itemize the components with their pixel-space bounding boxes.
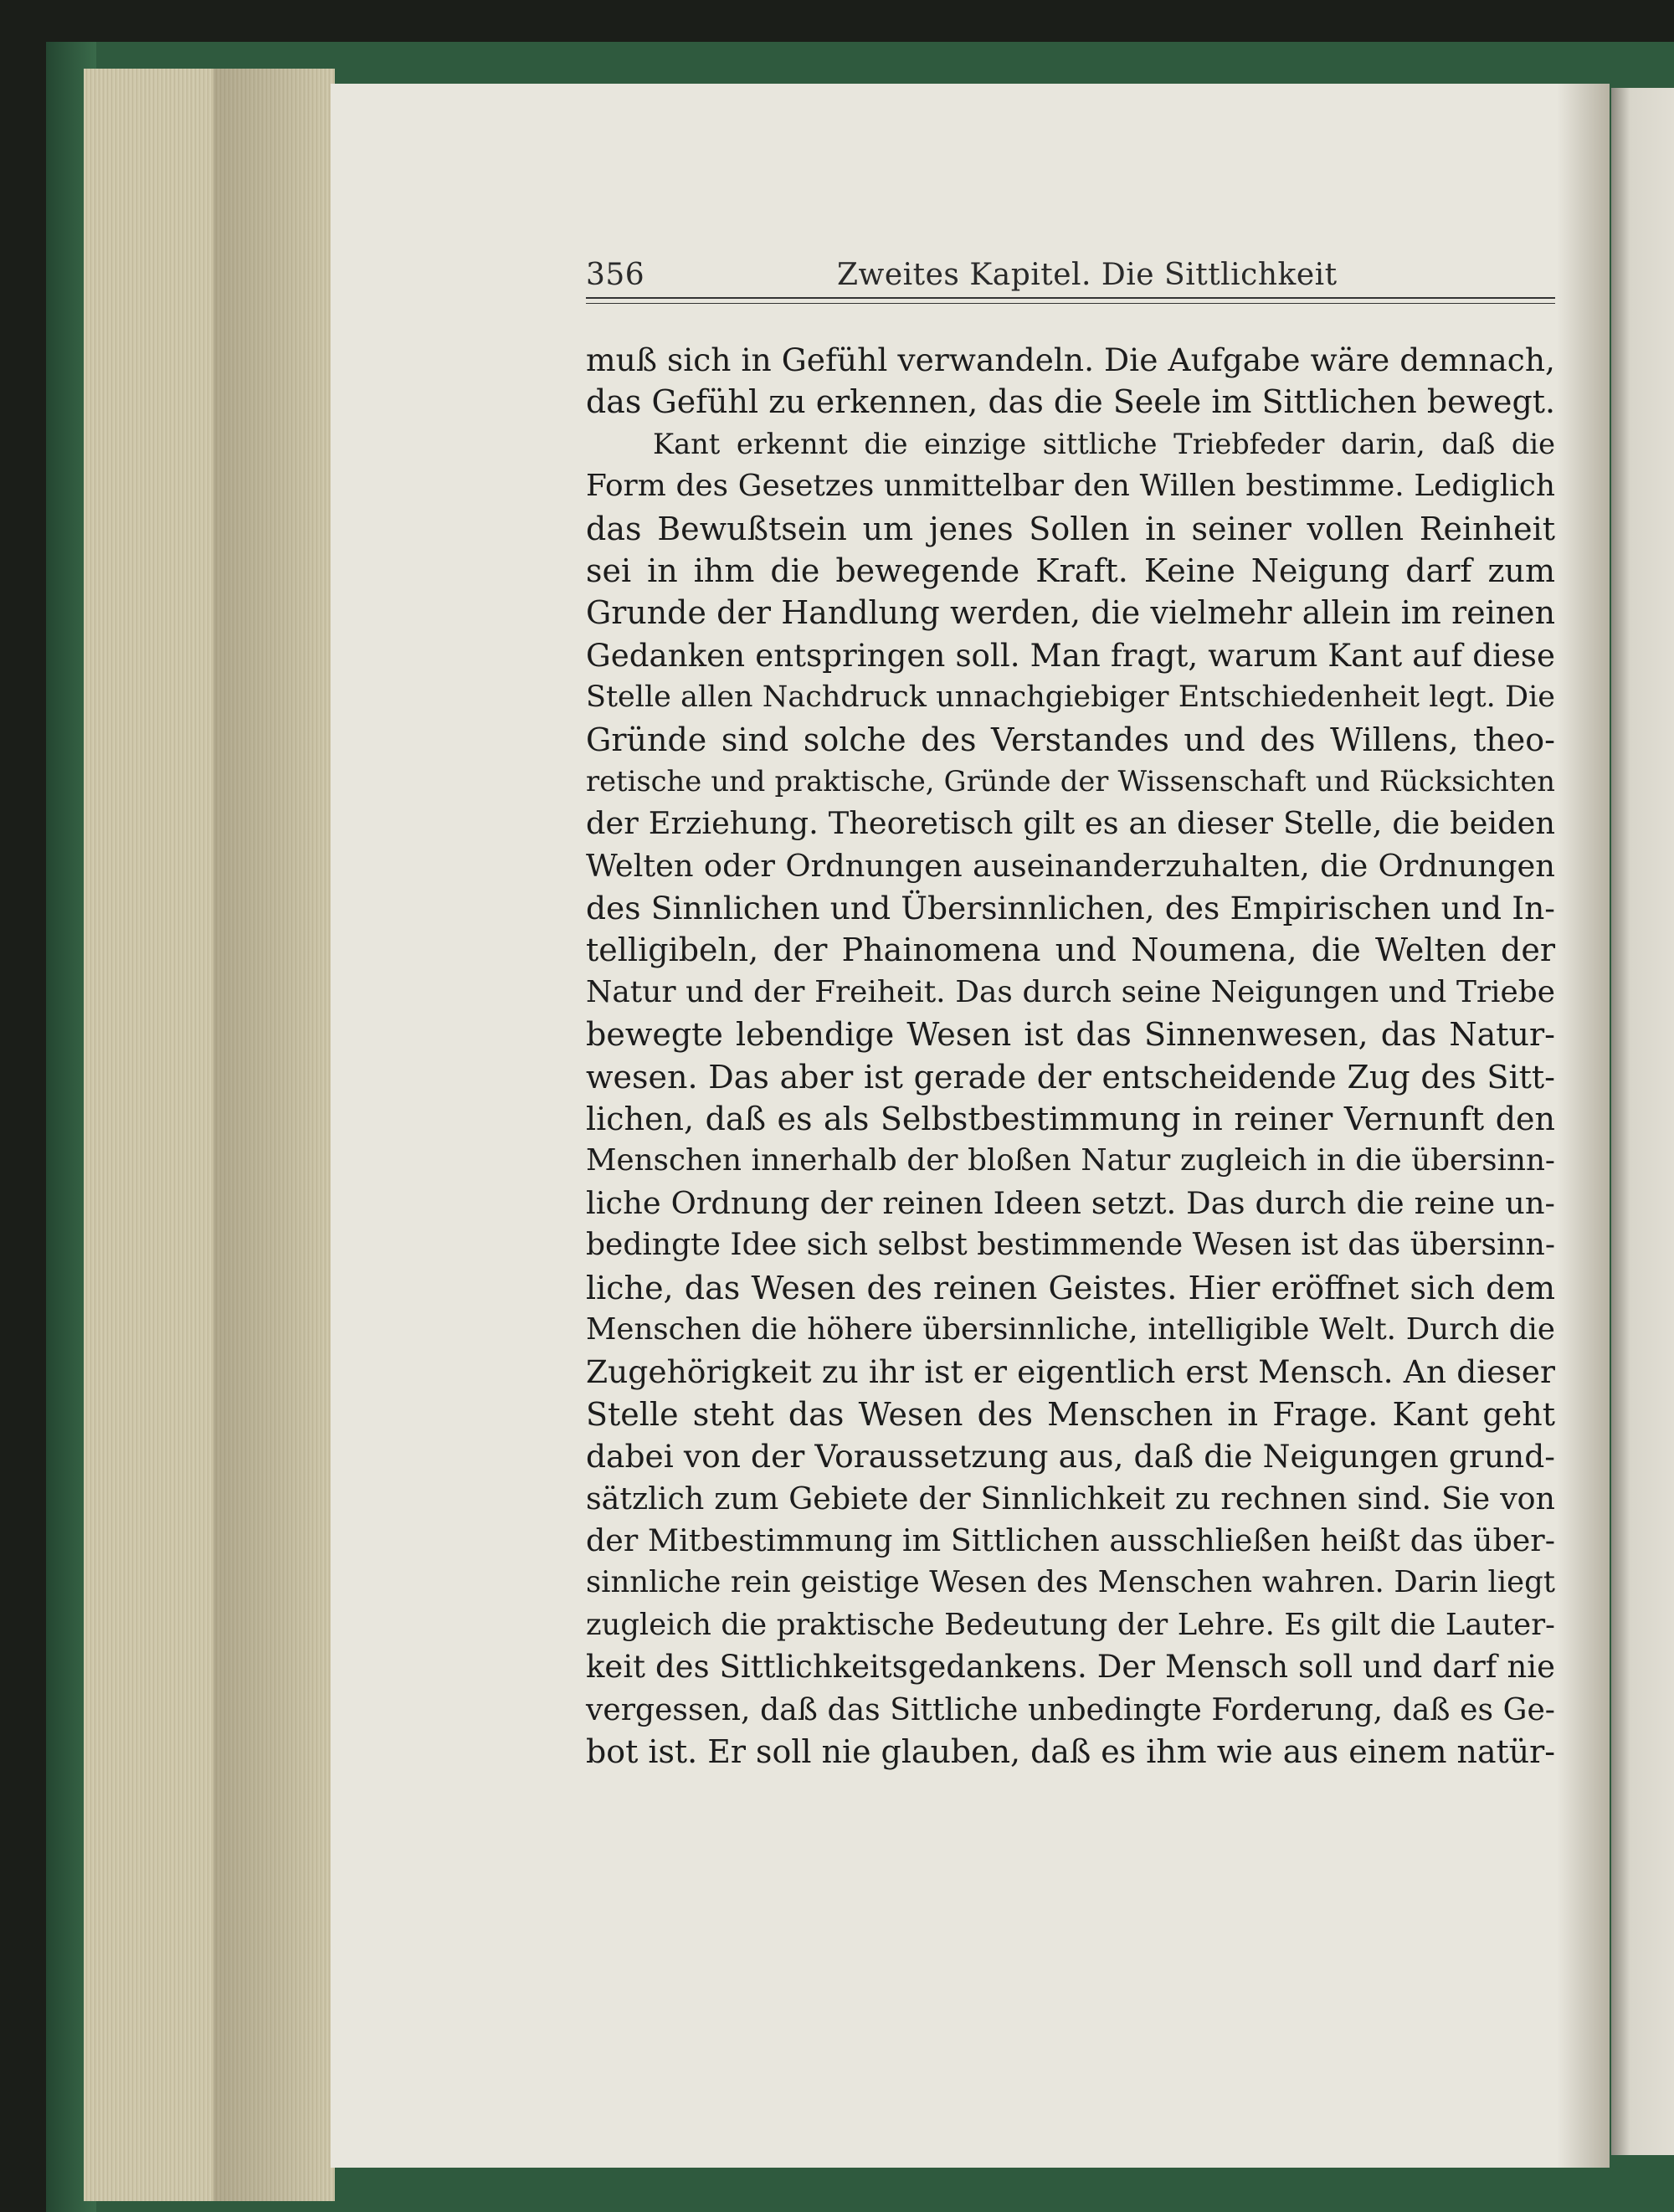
- running-head: Zweites Kapitel. Die Sittlichkeit: [837, 258, 1338, 292]
- page-stack-shadow: [213, 69, 335, 2201]
- text-line: das Gefühl zu erkennen, das die Seele im Sittlichen bewegt.: [586, 383, 1555, 421]
- body-text: [586, 339, 1555, 1773]
- text-line: muß sich in Gefühl verwandeln. Die Aufgabe wäre demnach,: [586, 341, 1555, 378]
- text-line: vergessen, daß das Sittliche unbedingte Forderung, daß es Ge-: [586, 1691, 1555, 1727]
- text-line: des Sinnlichen und Übersinnlichen, des Empirischen und In-: [586, 890, 1555, 927]
- text-line: wesen. Das aber ist gerade der entscheidende Zug des Sitt-: [586, 1058, 1555, 1096]
- text-line: lichen, daß es als Selbstbestimmung in reiner Vernunft den: [586, 1101, 1555, 1138]
- text-line: Stelle steht das Wesen des Menschen in Frage. Kant geht: [586, 1395, 1555, 1433]
- page-header: [586, 258, 1555, 300]
- text-line: bot ist. Er soll nie glauben, daß es ihm wie aus einem natür-: [586, 1732, 1556, 1770]
- facing-page-edge: [1611, 88, 1674, 2155]
- page-number: 356: [586, 258, 645, 292]
- text-line: Menschen innerhalb der bloßen Natur zugleich in die übersinn-: [586, 1143, 1555, 1178]
- text-line: Zugehörigkeit zu ihr ist er eigentlich erst Mensch. An dieser: [586, 1353, 1555, 1391]
- text-line: Gedanken entspringen soll. Man fragt, warum Kant auf diese: [586, 636, 1555, 674]
- text-line: Natur und der Freiheit. Das durch seine Neigungen und Triebe: [586, 974, 1555, 1009]
- text-line: das Bewußtsein um jenes Sollen in seiner vollen Reinheit: [586, 510, 1555, 547]
- text-line: der Erziehung. Theoretisch gilt es an dieser Stelle, die beiden: [586, 805, 1555, 842]
- text-line: retische und praktische, Gründe der Wissenschaft und Rücksichten: [586, 764, 1555, 798]
- text-line: dabei von der Voraussetzung aus, daß die Neigungen grund-: [586, 1438, 1555, 1476]
- text-line: telligibeln, der Phainomena und Noumena, die Welten der: [586, 932, 1555, 969]
- text-line: Kant erkennt die einzige sittliche Triebfeder darin, daß die: [653, 427, 1555, 460]
- text-line: Grunde der Handlung werden, die vielmehr allein im reinen: [586, 594, 1555, 632]
- text-line: bewegte lebendige Wesen ist das Sinnenwesen, das Natur-: [586, 1016, 1555, 1054]
- page-gutter-shadow: [1557, 84, 1610, 2168]
- text-line: sätzlich zum Gebiete der Sinnlichkeit zu rechnen sind. Sie von: [586, 1480, 1555, 1517]
- text-line: Stelle allen Nachdruck unnachgiebiger Entschiedenheit legt. Die: [586, 680, 1555, 715]
- text-line: sinnliche rein geistige Wesen des Menschen wahren. Darin liegt: [586, 1565, 1555, 1600]
- text-line: sei in ihm die bewegende Kraft. Keine Neigung darf zum: [586, 552, 1555, 589]
- text-line: zugleich die praktische Bedeutung der Lehre. Es gilt die Lauter-: [586, 1607, 1555, 1642]
- text-line: keit des Sittlichkeitsgedankens. Der Mensch soll und darf nie: [586, 1649, 1555, 1686]
- text-line: liche Ordnung der reinen Ideen setzt. Das durch die reine un-: [586, 1184, 1555, 1221]
- text-line: bedingte Idee sich selbst bestimmende Wesen ist das übersinn-: [586, 1228, 1555, 1263]
- header-rule: [586, 297, 1555, 304]
- text-line: Form des Gesetzes unmittelbar den Willen bestimme. Lediglich: [586, 469, 1555, 504]
- text-line: der Mitbestimmung im Sittlichen ausschließen heißt das über-: [586, 1522, 1555, 1558]
- text-line: Menschen die höhere übersinnliche, intelligible Welt. Durch die: [586, 1311, 1555, 1347]
- text-line: Gründe sind solche des Verstandes und des Willens, theo-: [586, 721, 1555, 758]
- text-line: Welten oder Ordnungen auseinanderzuhalten, die Ordnungen: [586, 847, 1555, 884]
- text-line: liche, das Wesen des reinen Geistes. Hier eröffnet sich dem: [586, 1269, 1555, 1306]
